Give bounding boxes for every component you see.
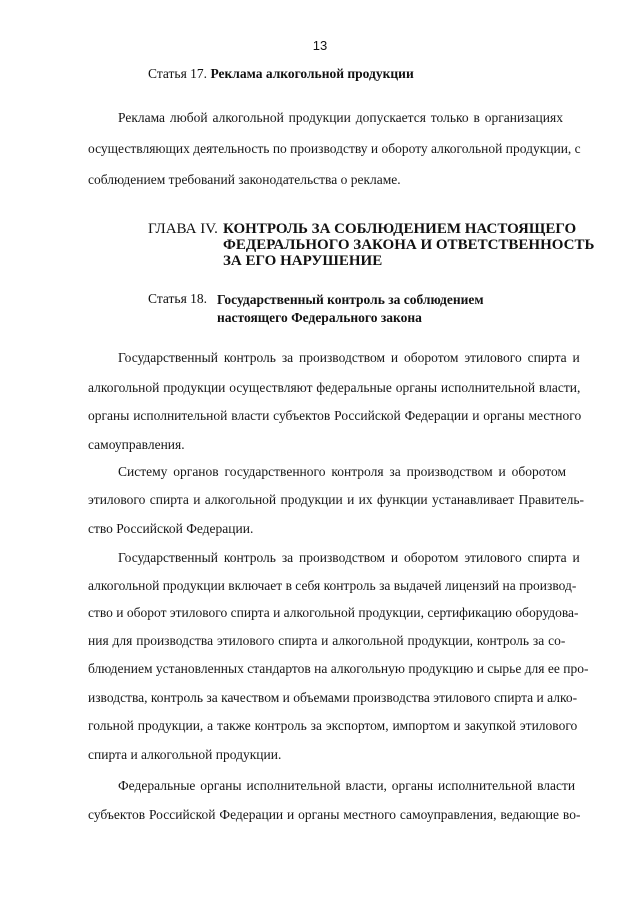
article-18-line: алкогольной продукции включает в себя контроль за выдачей лицензий на производ- xyxy=(88,578,577,593)
article-17-heading xyxy=(148,66,414,82)
article-18-line: этилового спирта и алкогольной продукции и их функции устанавливает Правитель- xyxy=(88,492,585,507)
article-18-line: Систему органов государственного контроля за производством и оборотом xyxy=(118,464,567,479)
article-18-line: блюдением установленных стандартов на алкогольную продукцию и сырье для ее про- xyxy=(88,661,589,676)
article-17-line: осуществляющих деятельность по производству и обороту алкогольной продукции, с xyxy=(88,141,581,156)
article-18-title-line: настоящего Федерального закона xyxy=(217,310,422,325)
article-18-label: Статья 18. xyxy=(148,291,208,306)
article-17-line: Реклама любой алкогольной продукции допускается только в организациях xyxy=(118,110,563,125)
chapter-4-label: ГЛАВА IV. xyxy=(148,221,218,237)
article-17-label: Статья 17. xyxy=(148,66,208,81)
article-18-line: ния для производства этилового спирта и алкогольной продукции, контроль за со- xyxy=(88,633,566,648)
article-18-line: Государственный контроль за производством и оборотом этилового спирта и xyxy=(118,550,580,565)
article-18-line: ство и оборот этилового спирта и алкогольной продукции, сертификацию оборудова- xyxy=(88,605,579,620)
article-18-line: ство Российской Федерации. xyxy=(88,521,254,536)
chapter-4-title xyxy=(223,221,594,269)
article-17-line: соблюдением требований законодательства о рекламе. xyxy=(88,172,401,187)
article-18-title-line: Государственный контроль за соблюдением xyxy=(217,292,484,307)
article-18-title xyxy=(217,291,484,327)
article-18-line: Государственный контроль за производством и оборотом этилового спирта и xyxy=(118,350,580,365)
chapter-4-title-line: ФЕДЕРАЛЬНОГО ЗАКОНА И ОТВЕТСТВЕННОСТЬ xyxy=(223,237,595,253)
article-18-line: органы исполнительной власти субъектов Российской Федерации и органы местного xyxy=(88,408,582,423)
article-18-line: алкогольной продукции осуществляют федеральные органы исполнительной власти, xyxy=(88,380,581,395)
article-18-line: спирта и алкогольной продукции. xyxy=(88,747,282,762)
page-number: 13 xyxy=(312,38,328,53)
article-18-line: субъектов Российской Федерации и органы местного самоуправления, ведающие во- xyxy=(88,807,581,822)
article-18-line: Федеральные органы исполнительной власти, органы исполнительной власти xyxy=(118,778,576,793)
chapter-4-title-line: КОНТРОЛЬ ЗА СОБЛЮДЕНИЕМ НАСТОЯЩЕГО xyxy=(223,221,577,237)
article-18-line: самоуправления. xyxy=(88,437,185,452)
article-17-name: Реклама алкогольной продукции xyxy=(210,66,414,81)
article-18-line: гольной продукции, а также контроль за экспортом, импортом и закупкой этилового xyxy=(88,718,578,733)
article-18-line: изводства, контроль за качеством и объемами производства этилового спирта и алко- xyxy=(88,690,578,705)
chapter-4-title-line: ЗА ЕГО НАРУШЕНИЕ xyxy=(223,253,383,269)
